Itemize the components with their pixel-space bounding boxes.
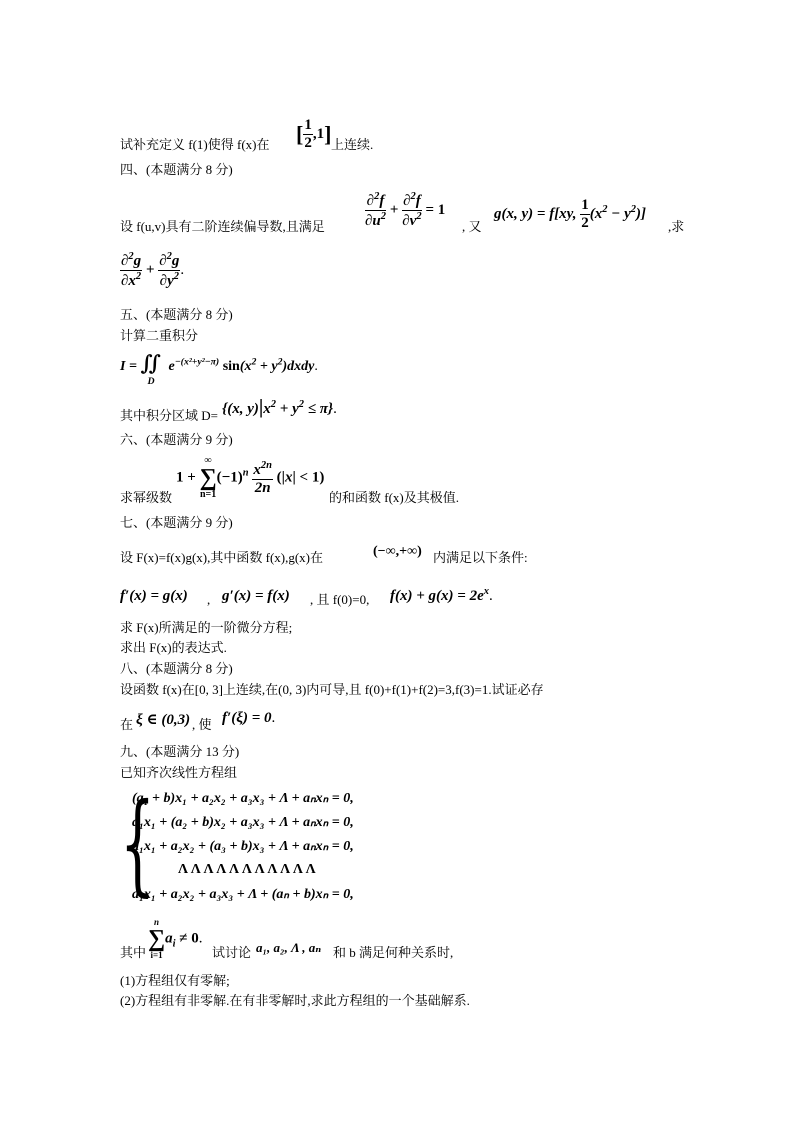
q4-text-a: 设 f(u,v)具有二阶连续偏导数,且满足: [120, 219, 325, 234]
q9-vars: a₁, a₂, Λ , aₙ: [256, 940, 322, 955]
q7-interval: (−∞,+∞): [373, 544, 422, 559]
q9-item1: (1)方程组仅有零解;: [120, 973, 230, 988]
q9-text-c: 和 b 满足何种关系时,: [333, 945, 454, 960]
q4-target: $\frac{\partial^2g}{\partial x^2}$ + $\frac{\partial^2g}{\partial y^2}$ .: [121, 251, 185, 289]
system-brace: {: [120, 779, 155, 907]
q9-heading: 九、(本题满分 13 分): [120, 744, 240, 759]
q9-item2: (2)方程组有非零解.在有非零解时,求此方程组的一个基础解系.: [120, 993, 470, 1008]
q4-heading: 四、(本题满分 8 分): [120, 162, 233, 177]
q8-text-a: 在: [120, 717, 134, 732]
q7-line4: 求出 F(x)的表达式.: [120, 640, 227, 655]
q9-line1: 已知齐次线性方程组: [120, 765, 238, 780]
q7-cond3: $f(x) + g(x) = 2e^x$.: [390, 586, 493, 604]
q9-eq-3: a₁x₁ + a₂x₂ + (a₃ + b)x₃ + Λ + aₙxₙ = 0,: [132, 839, 354, 854]
q3-interval: [ $\frac{1}{2}$ ,1]: [296, 117, 332, 151]
q5-heading: 五、(本题满分 8 分): [120, 307, 233, 322]
q6-series: 1 + ∞ ∑ n=1 $(-1)^n$ $\frac{x^{2n}}{2n}$ (|x| < 1): [176, 455, 325, 500]
q5-text-a: 其中积分区域 D=: [120, 408, 218, 423]
q9-equation-system: [120, 779, 420, 907]
q5-line1: 计算二重积分: [120, 328, 199, 343]
q3-text-a: 试补充定义 f(1)使得 f(x)在: [120, 137, 270, 152]
q9-text-b: 试讨论: [212, 945, 252, 960]
q6-text-a: 求幂级数: [120, 490, 173, 505]
q7-text-a: 设 F(x)=f(x)g(x),其中函数 f(x),g(x)在: [120, 550, 324, 565]
q8-heading: 八、(本题满分 8 分): [120, 661, 233, 676]
q7-cond2: g′(x) = f(x): [222, 588, 290, 604]
q5-domain: {(x, $y)|x^2 + y^2 \le \pi$}.: [222, 396, 337, 418]
q7-text-c: , 且 f(0)=0,: [310, 592, 370, 607]
q9-eq-5: a₁x₁ + a₂x₂ + a₃x₃ + Λ + (aₙ + b)xₙ = 0,: [132, 887, 354, 902]
q6-heading: 六、(本题满分 9 分): [120, 432, 233, 447]
q7-sep1: ,: [207, 592, 211, 607]
q4-gdef: g(x, y) = f[xy, $\frac{1}{2}$ $(x^2 - y^2)$]: [494, 197, 647, 231]
q3-text-b: 上连续.: [331, 137, 374, 152]
q5-integral: $I = ∬_De^{-(x^2+y^2-\pi)}$ $\sin(x^2$ + $y^2)dxdy$.: [120, 351, 318, 387]
q7-line3: 求 F(x)所满足的一阶微分方程;: [120, 620, 293, 635]
q8-xi: ξ ∈ (0,3): [136, 712, 191, 728]
q4-laplace: $\frac{\partial^2f}{\partial u^2}$ + $\frac{\partial^2f}{\partial v^2}$ = 1: [365, 191, 446, 229]
q6-text-b: 的和函数 f(x)及其极值.: [329, 490, 459, 505]
q9-eq-2: a₁x₁ + (a₂ + b)x₂ + a₃x₃ + Λ + aₙxₙ = 0,: [132, 815, 354, 830]
q7-heading: 七、(本题满分 9 分): [120, 515, 233, 530]
q9-text-a: 其中: [120, 945, 147, 960]
q4-text-c: ,求: [668, 219, 685, 234]
q7-cond1: f′(x) = g(x): [120, 588, 188, 604]
q8-text-b: , 使: [192, 717, 212, 732]
q9-eq-1: (a₁ + b)x₁ + a₂x₂ + a₃x₃ + Λ + aₙxₙ = 0,: [132, 791, 354, 806]
q8-deriv: f′(ξ) = 0.: [222, 710, 276, 726]
q9-sum-cond: n ∑ i=1 $a_i \ne 0$.: [148, 917, 203, 960]
q7-text-b: 内满足以下条件:: [433, 550, 528, 565]
q8-line1: 设函数 f(x)在[0, 3]上连续,在(0, 3)内可导,且 f(0)+f(1)+f(2)=3,f(3)=1.试证必存: [120, 682, 544, 697]
q9-eq-ellipsis: Λ Λ Λ Λ Λ Λ Λ Λ Λ Λ Λ: [178, 862, 316, 877]
q4-text-b: , 又: [462, 219, 482, 234]
